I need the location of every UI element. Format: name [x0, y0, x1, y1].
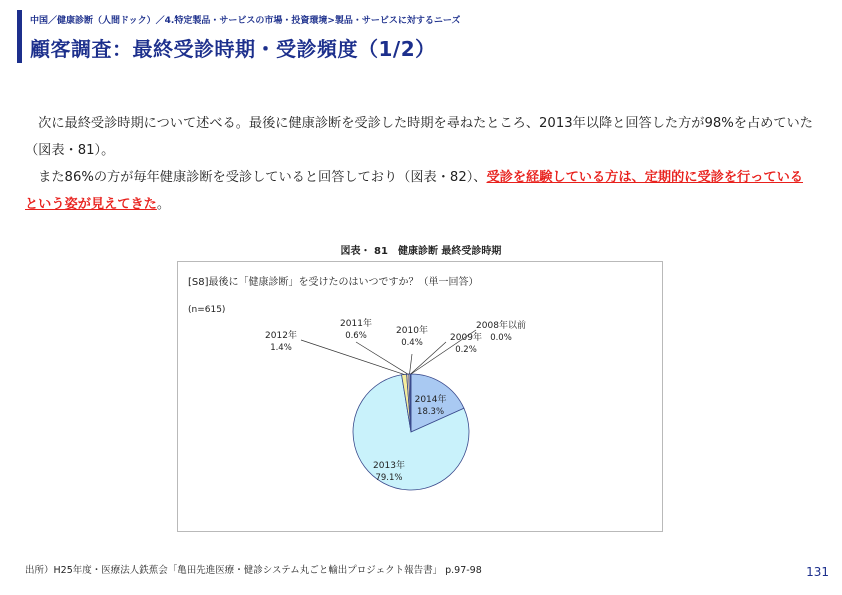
- page-title: 顧客調査：最終受診時期・受診頻度（1/2）: [30, 37, 436, 61]
- slice-label-y2012: 2012年: [265, 331, 297, 341]
- title-accent-bar: [17, 10, 22, 63]
- paragraph-1: 次に最終受診時期について述べる。最後に健康診断を受診した時期を尋ねたところ、2013年以降と回答した方が98%を占めていた（図表・81）。: [25, 116, 813, 158]
- slice-value-y2009: 0.2%: [455, 345, 477, 355]
- slice-label-y2013: 2013年: [373, 461, 405, 471]
- slice-value-y2013: 79.1%: [375, 473, 403, 483]
- survey-question: [S8]最後に「健康診断」を受けたのはいつですか？（単一回答）: [188, 277, 479, 288]
- slice-value-y2014: 18.3%: [417, 406, 445, 417]
- pie-slices: [353, 374, 469, 490]
- chart-frame: [177, 261, 663, 532]
- highlighted-finding: 受診を経験している方は、定期的に受診を行っているという姿が見えてきた: [25, 170, 803, 212]
- slice-label-y2011: 2011年: [340, 319, 372, 329]
- breadcrumb: 中国／健康診断（人間ドック）／4.特定製品・サービスの市場・投資環境>製品・サービスに対するニーズ: [30, 16, 461, 26]
- pie-chart: [178, 262, 662, 531]
- slice-label-y2010: 2010年: [396, 326, 428, 336]
- sample-size: (n=615): [188, 305, 226, 315]
- figure-caption: 図表・ 81 健康診断 最終受診時期: [340, 246, 502, 257]
- slice-label-y2008: 2008年以前: [476, 321, 526, 331]
- body-text: [25, 110, 815, 218]
- leader-line-y2011: [356, 342, 408, 374]
- slice-value-y2011: 0.6%: [345, 331, 367, 341]
- slice-label-y2014: 2014年: [414, 394, 447, 405]
- leader-line-y2010: [410, 354, 412, 374]
- slice-value-y2008: 0.0%: [490, 333, 512, 343]
- leader-line-y2012: [301, 340, 404, 374]
- source-note: 出所）H25年度・医療法人鉄蕉会「亀田先進医療・健診システム丸ごと輸出プロジェクト報告書」 p.97-98: [25, 565, 482, 576]
- paragraph-2: [25, 164, 815, 218]
- slice-value-y2010: 0.4%: [401, 338, 423, 348]
- page-number: 131: [806, 565, 829, 579]
- paragraph-2-end: 。: [156, 197, 171, 212]
- slice-label-y2009: 2009年: [450, 333, 482, 343]
- paragraph-2-text: また86%の方が毎年健康診断を受診していると回答しており（図表・82）、: [25, 170, 487, 185]
- slice-value-y2012: 1.4%: [270, 343, 292, 353]
